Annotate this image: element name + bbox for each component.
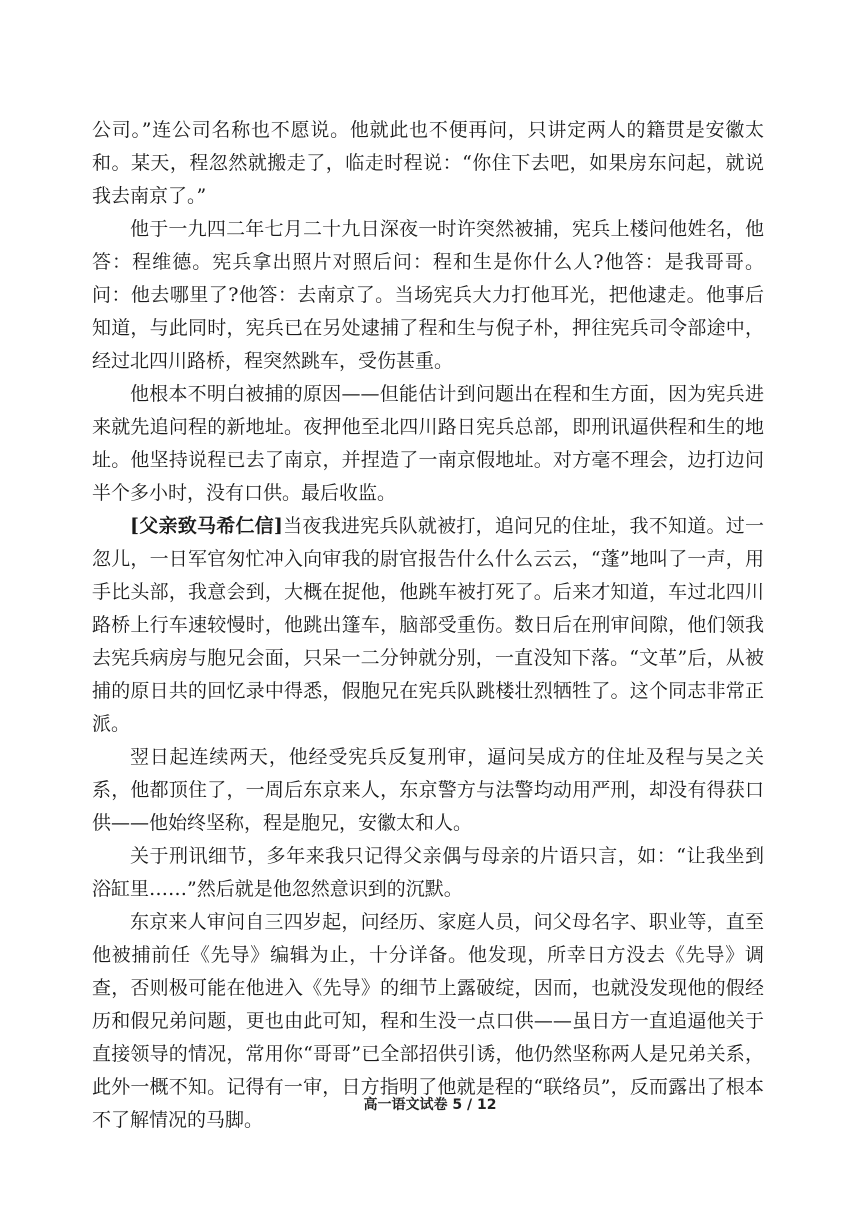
paragraph-2 — [92, 213, 764, 378]
paragraph-3-text: 他根本不明白被捕的原因——但能估计到问题出在程和生方面，因为宪兵进来就先追问程的新地址。夜押他至北四川路日宪兵总部，即刑讯逼供程和生的地址。他坚持说程已去了南京，并捏造了一南京假地址。对方毫不理会，边打边问半个多小时，没有口供。最后收监。 — [92, 383, 764, 504]
paragraph-7-text: 东京来人审问自三四岁起，问经历、家庭人员，问父母名字、职业等，直至他被捕前任《先导》编辑为止，十分详备。他发现，所幸日方没去《先导》调查，否则极可能在他进入《先导》的细节上露破绽，因而，也就没发现他的假经历和假兄弟问题，更也由此可知，程和生没一点口供——虽日方一直追逼他关于直接领导的情况，常用你“哥哥”已全部招供引诱，他仍然坚称两人是兄弟关系，此外一概不知。记得有一审，日方指明了他就是程的“联络员”，反而露出了根本不了解情况的马脚。 — [92, 911, 764, 1131]
paragraph-2-text: 他于一九四二年七月二十九日深夜一时许突然被捕，宪兵上楼问他姓名，他答：程维德。宪兵拿出照片对照后问：程和生是你什么人?他答：是我哥哥。问：他去哪里了?他答：去南京了。当场宪兵大力打他耳光，把他逮走。他事后知道，与此同时，宪兵已在另处逮捕了程和生与倪子朴，押往宪兵司令部途中，经过北四川路桥，程突然跳车，受伤甚重。 — [92, 218, 764, 372]
page-footer — [0, 1094, 860, 1114]
article-body — [92, 114, 764, 1137]
paragraph-6-text: 关于刑讯细节，多年来我只记得父亲偶与母亲的片语只言，如：“让我坐到浴缸里……”然后就是他忽然意识到的沉默。 — [92, 845, 764, 900]
paragraph-5-text: 翌日起连续两天，他经受宪兵反复刑审，逼问吴成方的住址及程与吴之关系，他都顶住了，一周后东京来人，东京警方与法警均动用严刑，却没有得获口供——他始终坚称，程是胞兄，安徽太和人。 — [92, 746, 764, 834]
paragraph-1 — [92, 114, 764, 213]
paragraph-6 — [92, 840, 764, 906]
paragraph-4 — [92, 510, 764, 741]
paragraph-1-text: 公司。”连公司名称也不愿说。他就此也不便再问，只讲定两人的籍贯是安徽太和。某天，程忽然就搬走了，临走时程说：“你住下去吧，如果房东问起，就说我去南京了。” — [92, 119, 764, 207]
letter-source-label: [父亲致马希仁信] — [130, 515, 283, 537]
paragraph-5 — [92, 741, 764, 840]
paragraph-4-text: 当夜我进宪兵队就被打，追问兄的住址，我不知道。过一忽儿，一日军官匆忙冲入向审我的尉官报告什么什么云云，“蓬”地叫了一声，用手比头部，我意会到，大概在捉他，他跳车被打死了。后来才知道，车过北四川路桥上行车速较慢时，他跳出篷车，脑部受重伤。数日后在刑审间隙，他们领我去宪兵病房与胞兄会面，只呆一二分钟就分别，一直没知下落。“文革”后，从被捕的原日共的回忆录中得悉，假胞兄在宪兵队跳楼壮烈牺牲了。这个同志非常正派。 — [92, 515, 764, 735]
page-number-label: 高一语文试卷 5 / 12 — [363, 1097, 497, 1113]
paragraph-3 — [92, 378, 764, 510]
